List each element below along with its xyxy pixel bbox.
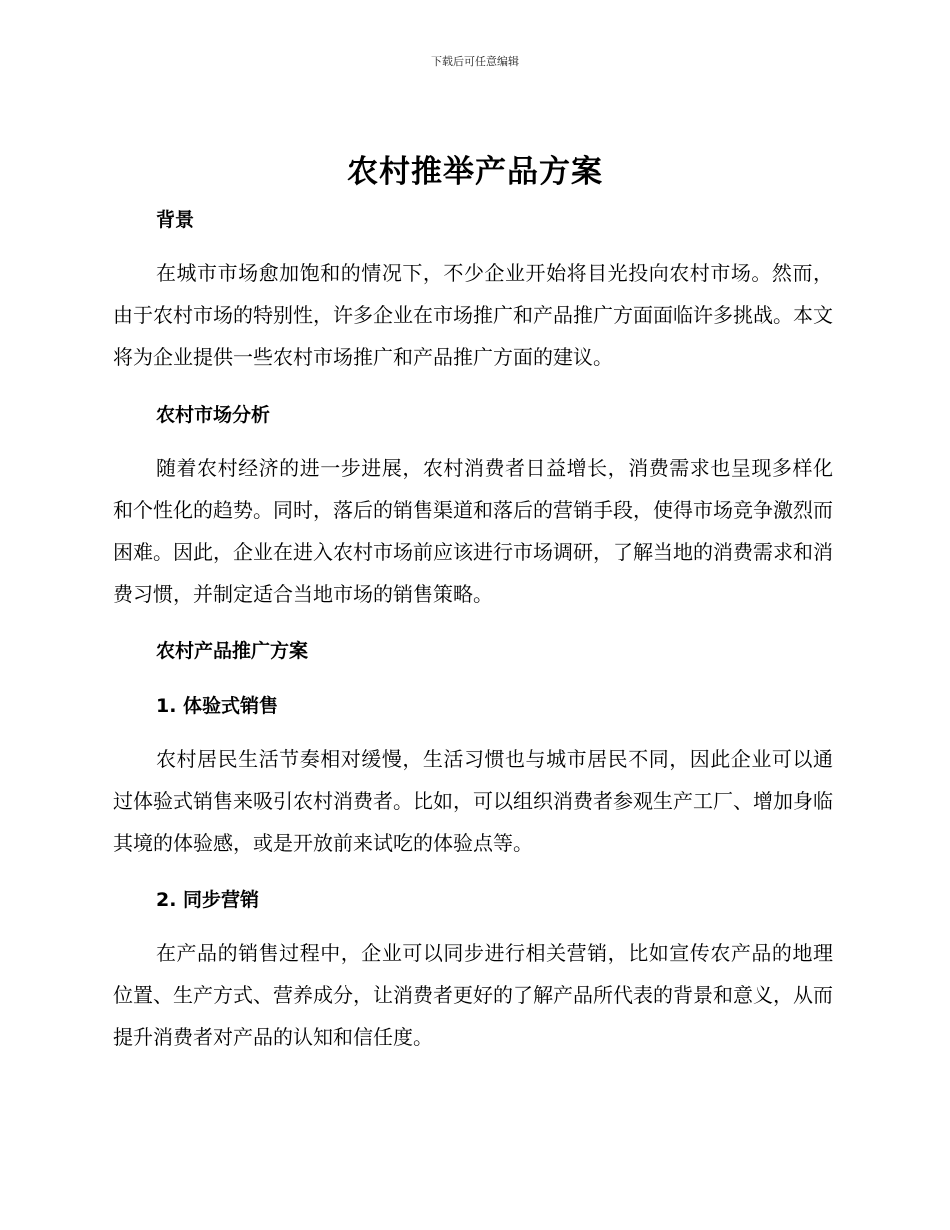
section-heading-promotion-plan: 农村产品推广方案 xyxy=(156,640,309,662)
paragraph-experience-sales: 农村居民生活节奏相对缓慢，生活习惯也与城市居民不同，因此企业可以通过体验式销售来吸引农村消费者。比如，可以组织消费者参观生产工厂、增加身临其境的体验感，或是开放前来试吃的体验点等。 xyxy=(113,747,833,855)
subsection-heading-sync-marketing: 2. 同步营销 xyxy=(156,889,260,911)
page-header-note: 下载后可任意编辑 xyxy=(431,55,519,68)
document-title: 农村推举产品方案 xyxy=(347,154,603,190)
paragraph-market-analysis: 随着农村经济的进一步进展，农村消费者日益增长，消费需求也呈现多样化和个性化的趋势。同时，落后的销售渠道和落后的营销手段，使得市场竞争激烈而困难。因此，企业在进入农村市场前应该进行市场调研，了解当地的消费需求和消费习惯，并制定适合当地市场的销售策略。 xyxy=(113,456,833,606)
paragraph-background: 在城市市场愈加饱和的情况下，不少企业开始将目光投向农村市场。然而，由于农村市场的特别性，许多企业在市场推广和产品推广方面面临许多挑战。本文将为企业提供一些农村市场推广和产品推广方面的建议。 xyxy=(113,261,833,369)
section-heading-market-analysis: 农村市场分析 xyxy=(156,404,271,426)
paragraph-sync-marketing: 在产品的销售过程中，企业可以同步进行相关营销，比如宣传农产品的地理位置、生产方式、营养成分，让消费者更好的了解产品所代表的背景和意义，从而提升消费者对产品的认知和信任度。 xyxy=(113,941,833,1049)
subsection-heading-experience-sales: 1. 体验式销售 xyxy=(156,695,279,717)
section-heading-background: 背景 xyxy=(156,209,195,231)
